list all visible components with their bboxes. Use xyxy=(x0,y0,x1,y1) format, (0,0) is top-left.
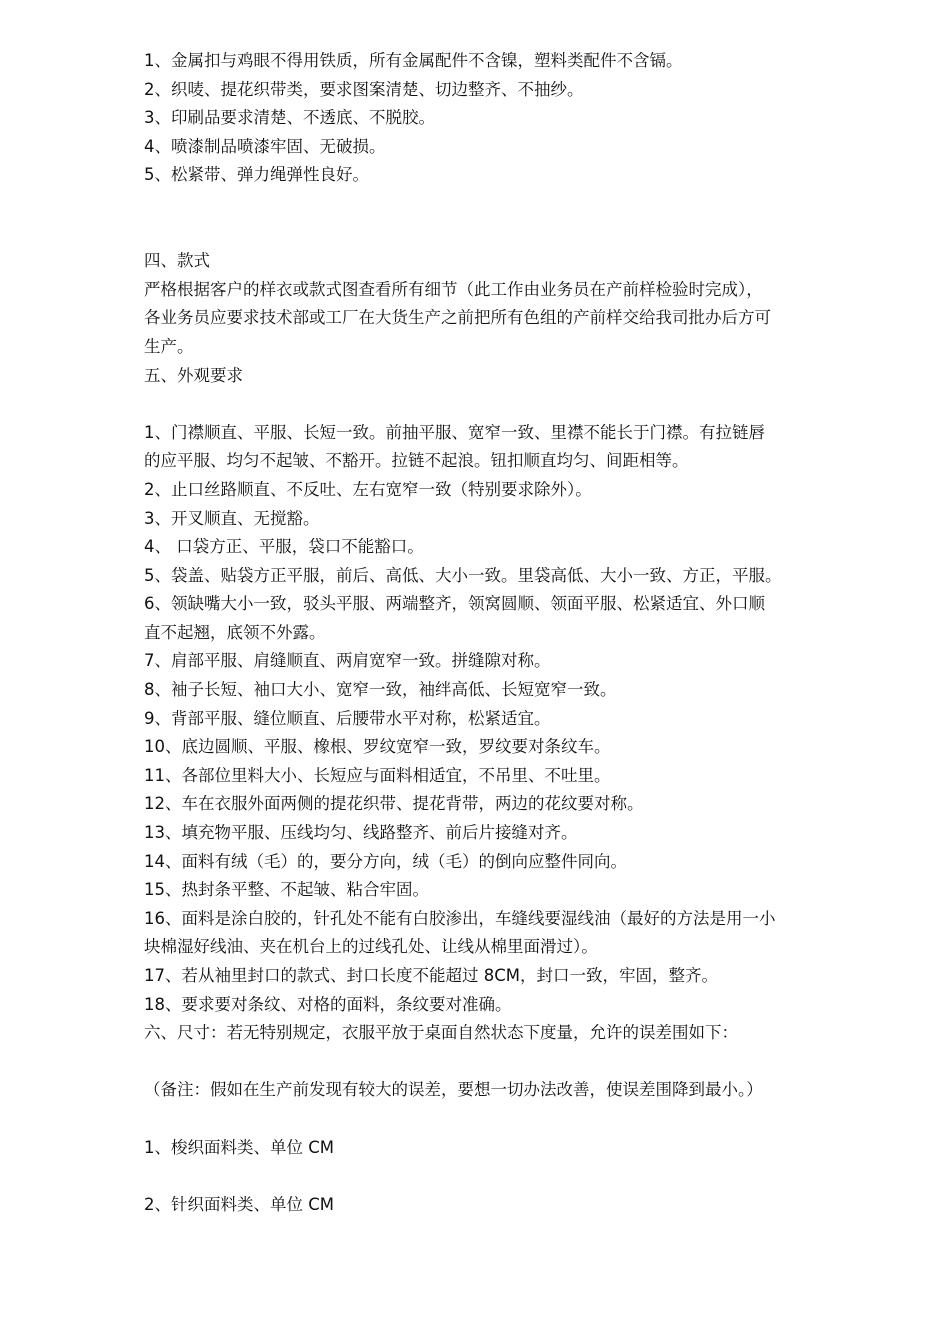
spacer xyxy=(144,390,884,419)
appearance-line: 2、止口丝路顺直、不反吐、左右宽窄一致（特别要求除外）。 xyxy=(144,479,592,499)
section-heading-appearance: 五、外观要求 xyxy=(144,365,243,385)
appearance-line: 10、底边圆顺、平服、橡根、罗纹宽窄一致，罗纹要对条纹车。 xyxy=(144,737,611,757)
accessory-item-2: 2、织唛、提花织带类，要求图案清楚、切边整齐、不抽纱。 xyxy=(144,79,584,99)
appearance-line: 4、 口袋方正、平服，袋口不能豁口。 xyxy=(144,537,424,557)
appearance-line: 5、袋盖、贴袋方正平服，前后、高低、大小一致。里袋高低、大小一致、方正，平服。 xyxy=(144,565,782,585)
size-item-knit: 2、针织面料类、单位 CM xyxy=(144,1194,334,1214)
spacer xyxy=(144,1162,884,1191)
accessory-item-4: 4、喷漆制品喷漆牢固、无破损。 xyxy=(144,136,386,156)
appearance-line: 15、热封条平整、不起皱、粘合牢固。 xyxy=(144,880,429,900)
appearance-line: 9、背部平服、缝位顺直、后腰带水平对称，松紧适宜。 xyxy=(144,708,551,728)
appearance-line: 7、肩部平服、肩缝顺直、两肩宽窄一致。拼缝隙对称。 xyxy=(144,651,551,671)
spacer xyxy=(144,1105,884,1134)
appearance-line: 16、面料是涂白胶的，针孔处不能有白胶渗出，车缝线要湿线油（最好的方法是用一小 xyxy=(144,908,776,928)
accessory-item-1: 1、金属扣与鸡眼不得用铁质，所有金属配件不含镍，塑料类配件不含镉。 xyxy=(144,51,683,70)
appearance-line: 直不起翘，底领不外露。 xyxy=(144,622,326,642)
size-note: （备注：假如在生产前发现有较大的误差，要想一切办法改善，使误差围降到最小。） xyxy=(144,1080,763,1100)
document-page xyxy=(144,47,884,1219)
section-heading-style: 四、款式 xyxy=(144,251,210,271)
size-item-woven: 1、梭织面料类、单位 CM xyxy=(144,1137,334,1157)
style-paragraph-line-1: 严格根据客户的样衣或款式图查看所有细节（此工作由业务员在产前样检验时完成）， xyxy=(144,279,763,299)
appearance-line: 11、各部位里料大小、长短应与面料相适宜，不吊里、不吐里。 xyxy=(144,765,611,785)
appearance-line: 1、门襟顺直、平服、长短一致。前抽平服、宽窄一致、里襟不能长于门襟。有拉链唇 xyxy=(144,422,765,442)
appearance-line: 13、填充物平服、压线均匀、线路整齐、前后片接缝对齐。 xyxy=(144,823,578,843)
section-heading-size: 六、尺寸：若无特别规定，衣服平放于桌面自然状态下度量，允许的误差围如下： xyxy=(144,1023,738,1043)
appearance-line: 12、车在衣服外面两侧的提花织带、提花背带，两边的花纹要对称。 xyxy=(144,794,644,814)
appearance-line: 14、面料有绒（毛）的，要分方向，绒（毛）的倒向应整件同向。 xyxy=(144,851,627,871)
style-paragraph-line-2: 各业务员应要求技术部或工厂在大货生产之前把所有色组的产前样交给我司批办后方可 xyxy=(144,308,771,328)
accessory-item-3: 3、印刷品要求清楚、不透底、不脱胶。 xyxy=(144,108,435,128)
appearance-line: 18、要求要对条纹、对格的面料，条纹要对准确。 xyxy=(144,994,512,1014)
accessory-item-5: 5、松紧带、弹力绳弹性良好。 xyxy=(144,165,369,185)
appearance-line: 3、开叉顺直、无搅豁。 xyxy=(144,508,320,528)
appearance-line: 块棉湿好线油、夹在机台上的过线孔处、让线从棉里面滑过）。 xyxy=(144,937,598,957)
appearance-line: 17、若从袖里封口的款式、封口长度不能超过 8CM，封口一致，牢固，整齐。 xyxy=(144,966,718,985)
appearance-line: 的应平服、均匀不起皱、不豁开。拉链不起浪。钮扣顺直均匀、间距相等。 xyxy=(144,451,689,471)
appearance-line: 6、领缺嘴大小一致，驳头平服、两端整齐，领窝圆顺、领面平服、松紧适宜、外口顺 xyxy=(144,594,765,614)
spacer xyxy=(144,1048,884,1077)
appearance-line: 8、袖子长短、袖口大小、宽窄一致，袖绊高低、长短宽窄一致。 xyxy=(144,680,617,700)
spacer xyxy=(144,190,884,219)
spacer xyxy=(144,219,884,248)
style-paragraph-line-3: 生产。 xyxy=(144,336,194,356)
